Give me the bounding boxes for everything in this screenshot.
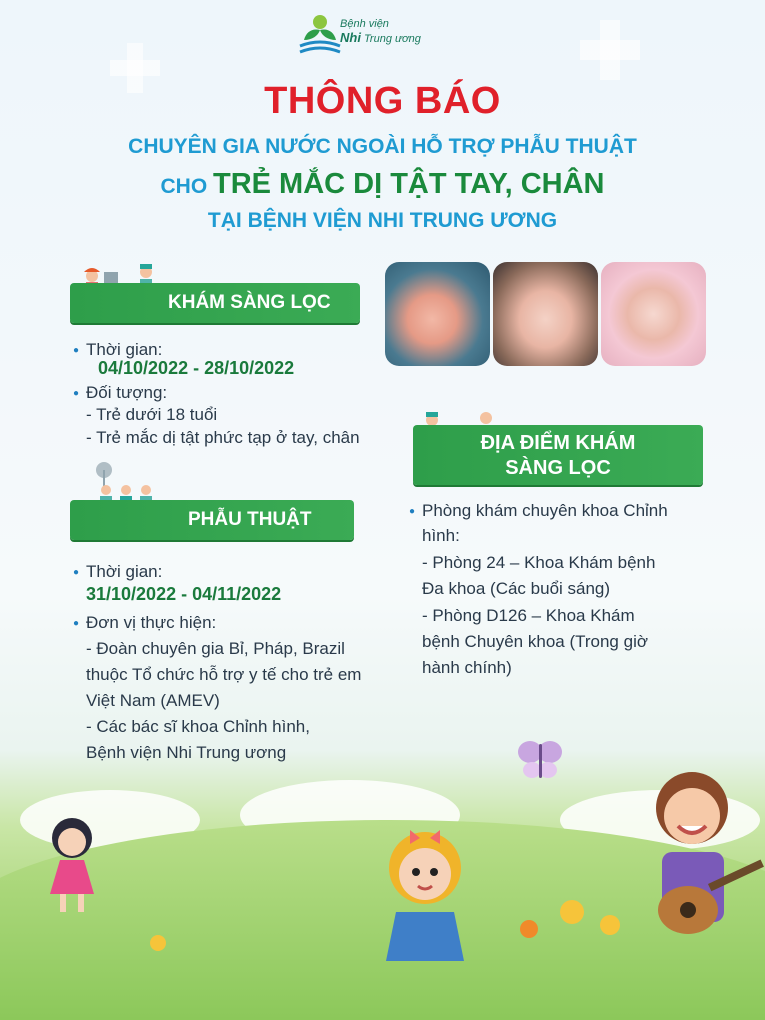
flower-icon [560,900,584,924]
location-heading-line1: ĐỊA ĐIỂM KHÁM [480,432,636,454]
blonde-girl-illustration [370,820,480,961]
location-item: hình: [422,526,460,545]
location-item: - Phòng D126 – Khoa Khám [422,606,635,625]
subtitle-line2-prefix: CHO [160,175,208,198]
hospital-logo [298,10,343,56]
butterfly-icon [514,738,566,782]
screening-time-label: ● Thời gian: [86,338,162,362]
location-heading-line2: SÀNG LỌC [505,457,611,479]
surgery-time-label: ● Thời gian: [86,560,162,584]
patient-photo-foot [601,262,706,366]
subtitle-line1: CHUYÊN GIA NƯỚC NGOÀI HỖ TRỢ PHẪU THUẬT [128,135,637,158]
screening-banner [70,283,360,323]
logo-text [340,18,421,46]
background-cross [600,20,620,80]
location-item: - Phòng 24 – Khoa Khám bệnh [422,553,656,572]
logo-line2-bold: Nhi [340,30,361,45]
surgery-heading: PHẪU THUẬT [188,509,312,530]
location-item: Đa khoa (Các buổi sáng) [422,579,611,598]
flower-icon [600,915,620,935]
surgery-time-value: 31/10/2022 - 04/11/2022 [86,584,282,604]
screening-time-value: 04/10/2022 - 28/10/2022 [98,358,295,378]
surgery-unit-item: thuộc Tổ chức hỗ trợ y tế cho trẻ em [86,665,362,684]
location-item: ● Phòng khám chuyên khoa Chỉnh [422,499,668,523]
location-item: bệnh Chuyên khoa (Trong giờ [422,632,648,651]
surgery-unit-item: - Đoàn chuyên gia Bỉ, Pháp, Brazil [86,639,345,658]
surgery-unit-item: - Các bác sĩ khoa Chỉnh hình, [86,717,310,736]
girl-character-illustration [40,810,110,920]
subtitle-line3: TẠI BỆNH VIỆN NHI TRUNG ƯƠNG [207,209,558,232]
screening-target-item: - Trẻ mắc dị tật phức tạp ở tay, chân [86,428,360,447]
surgery-unit-label: ● Đơn vị thực hiện: [86,611,216,635]
surgery-banner [70,500,354,540]
logo-line1: Bệnh viện [340,18,389,30]
boy-guitar-illustration [640,760,765,961]
logo-line2-rest: Trung ương [364,33,421,45]
subtitle-line2-highlight: TRẺ MẮC DỊ TẬT TAY, CHÂN [213,168,605,200]
screening-target-label: ● Đối tượng: [86,381,167,405]
screening-heading: KHÁM SÀNG LỌC [168,292,331,313]
location-item: hành chính) [422,658,512,677]
patient-photo-hand [385,262,490,366]
patient-photo-hand [493,262,598,366]
flower-icon [520,920,538,938]
subtitle-line2 [0,168,765,201]
location-banner [413,425,703,485]
flower-icon [150,935,166,951]
surgery-unit-item: Bệnh viện Nhi Trung ương [86,743,287,762]
page-title: THÔNG BÁO [264,80,501,122]
surgery-unit-item: Việt Nam (AMEV) [86,691,220,710]
screening-target-item: - Trẻ dưới 18 tuổi [86,405,218,424]
